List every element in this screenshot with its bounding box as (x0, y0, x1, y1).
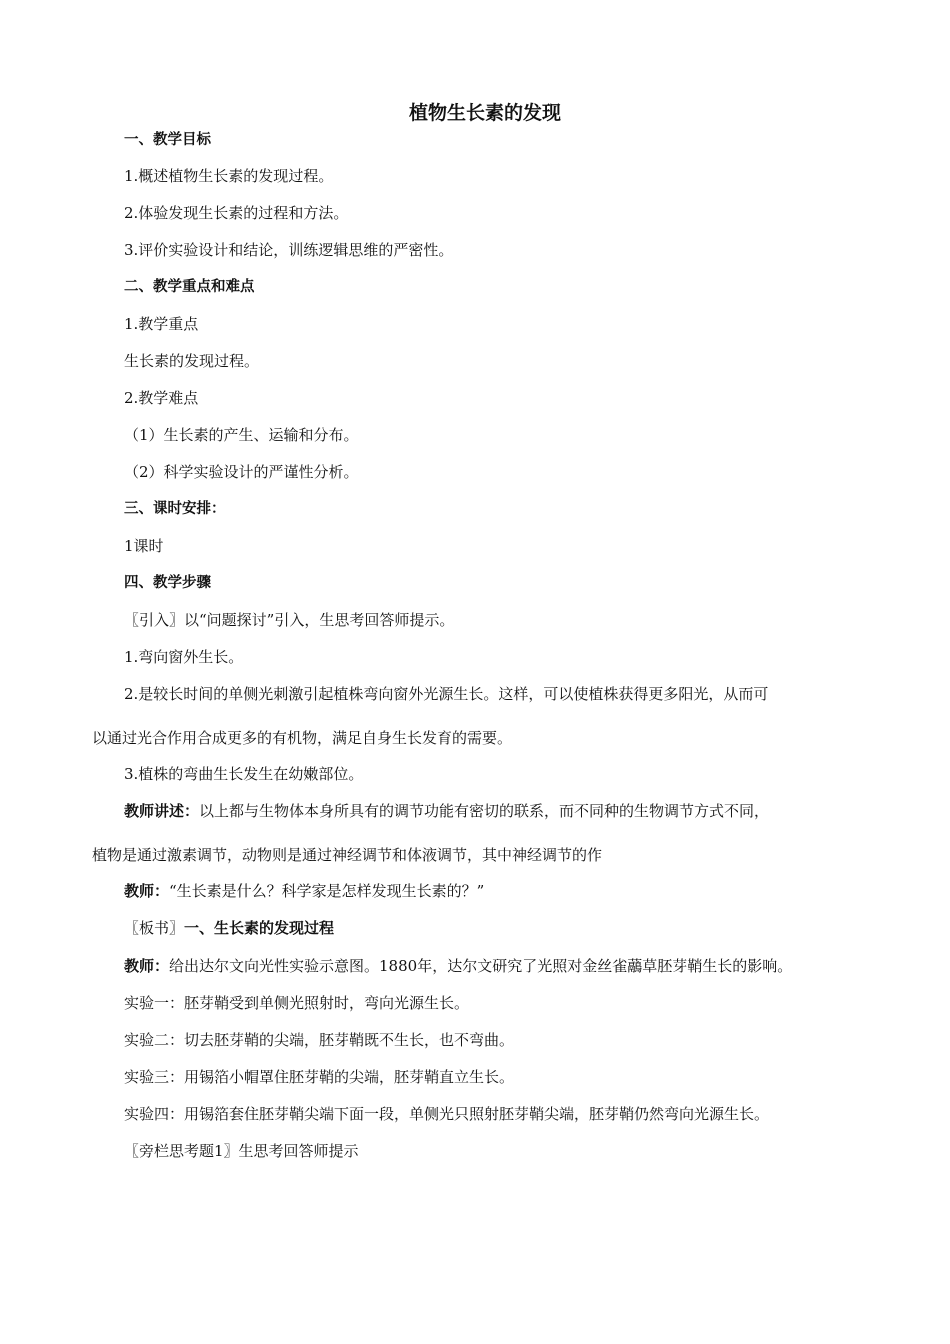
board-heading-line (124, 918, 334, 938)
lecture-paragraph (124, 801, 769, 821)
focus-label: 1.教学重点 (124, 315, 199, 333)
section-heading-focus: 二、教学重点和难点 (124, 279, 255, 295)
goal-item: 3.评价实验设计和结论，训练逻辑思维的严密性。 (124, 241, 454, 259)
lecture-paragraph-continued: 植物是通过激素调节，动物则是通过神经调节和体液调节，其中神经调节的作 (92, 846, 603, 864)
experiment-item: 实验一：胚芽鞘受到单侧光照射时，弯向光源生长。 (124, 994, 470, 1012)
darwin-intro-line (124, 956, 792, 976)
focus-text: 生长素的发现过程。 (124, 352, 260, 370)
experiment-item: 实验二：切去胚芽鞘的尖端，胚芽鞘既不生长，也不弯曲。 (124, 1031, 515, 1049)
difficulty-label: 2.教学难点 (124, 389, 199, 407)
section-heading-steps: 四、教学步骤 (124, 575, 211, 591)
experiment-item: 实验三：用锡箔小帽罩住胚芽鞘的尖端，胚芽鞘直立生长。 (124, 1068, 515, 1086)
lecture-label: 教师讲述： (124, 802, 200, 820)
teacher-question: “生长素是什么？科学家是怎样发现生长素的？” (169, 882, 485, 900)
goal-item: 1.概述植物生长素的发现过程。 (124, 167, 334, 185)
step-paragraph: 2.是较长时间的单侧光刺激引起植株弯向窗外光源生长。这样，可以使植株获得更多阳光，从而可 (124, 685, 769, 703)
teacher-label: 教师： (124, 882, 170, 900)
section-heading-goals: 一、教学目标 (124, 132, 211, 148)
darwin-teacher-label: 教师： (124, 957, 170, 975)
experiment-item: 实验四：用锡箔套住胚芽鞘尖端下面一段，单侧光只照射胚芽鞘尖端，胚芽鞘仍然弯向光源生长。 (124, 1105, 770, 1123)
board-title: 一、生长素的发现过程 (184, 919, 335, 937)
difficulty-item: （1）生长素的产生、运输和分布。 (124, 426, 359, 444)
sidebar-question: 〖旁栏思考题1〗生思考回答师提示 (124, 1142, 359, 1160)
step-paragraph-continued: 以通过光合作用合成更多的有机物，满足自身生长发育的需要。 (92, 729, 513, 747)
difficulty-item: （2）科学实验设计的严谨性分析。 (124, 463, 359, 481)
section-heading-schedule: 三、课时安排： (124, 501, 226, 517)
page-title: 植物生长素的发现 (409, 102, 562, 124)
darwin-text: 给出达尔文向光性实验示意图。1880年，达尔文研究了光照对金丝雀虉草胚芽鞘生长的影响。 (169, 957, 793, 975)
goal-item: 2.体验发现生长素的过程和方法。 (124, 204, 349, 222)
intro-paragraph: 〖引入〗以“问题探讨”引入，生思考回答师提示。 (124, 611, 455, 629)
step-paragraph: 1.弯向窗外生长。 (124, 648, 244, 666)
teacher-question-line (124, 881, 484, 901)
step-paragraph: 3.植株的弯曲生长发生在幼嫩部位。 (124, 765, 364, 783)
board-prefix: 〖板书〗 (124, 919, 185, 937)
lecture-text: 以上都与生物体本身所具有的调节功能有密切的联系，而不同种的生物调节方式不同， (199, 802, 770, 820)
schedule-text: 1课时 (124, 537, 164, 555)
